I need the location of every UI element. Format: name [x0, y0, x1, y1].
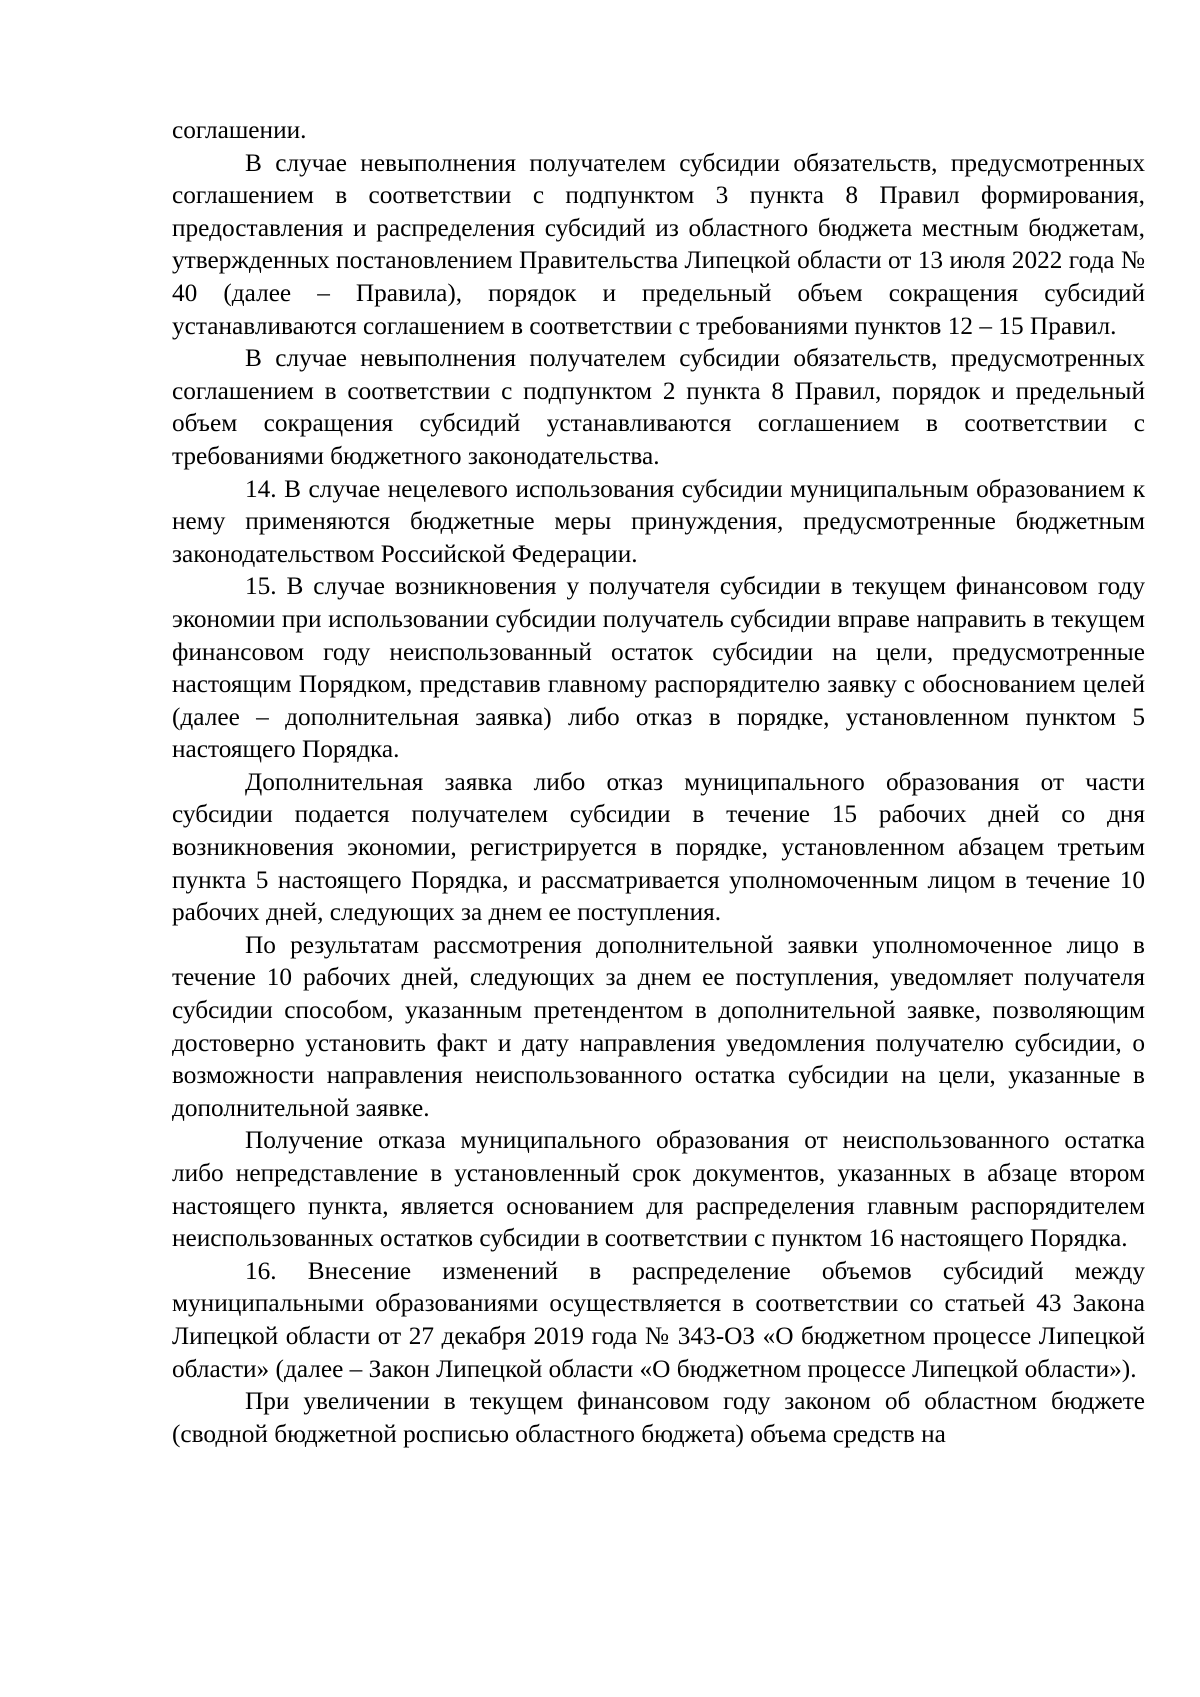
paragraph-budget-increase: При увеличении в текущем финансовом году законом об областном бюджете (сводной бюджетной росписью областного бюджета) объема средств на — [172, 1387, 1145, 1448]
paragraph-reduction-subpoint-2: В случае невыполнения получателем субсидии обязательств, предусмотренных соглашением в соответствии с подпунктом 2 пункта 8 Правил, порядок и предельный объем сокращения субсидий устанавливаются соглашением в соответствии с требованиями бюджетного законодательства. — [172, 344, 1145, 470]
paragraph-additional-application: Дополнительная заявка либо отказ муниципального образования от части субсидии подается получателем субсидии в течение 15 рабочих дней со дня возникновения экономии, регистрируется в порядке, установленном абзацем третьим пункта 5 настоящего Порядка, и рассматривается уполномоченным лицом в течение 10 рабочих дней, следующих за днем ее поступления. — [172, 767, 1145, 927]
paragraph-item-15: 15. В случае возникновения у получателя субсидии в текущем финансовом году экономии при использовании субсидии получатель субсидии вправе направить в текущем финансовом году неиспользованный остаток субсидии на цели, предусмотренные настоящим Порядком, представив главному распорядителю заявку с обоснованием целей (далее – дополнительная заявка) либо отказ в порядке, установленном пунктом 5 настоящего Порядка. — [172, 572, 1145, 764]
paragraph-item-14: 14. В случае нецелевого использования субсидии муниципальным образованием к нему применяются бюджетные меры принуждения, предусмотренные бюджетным законодательством Российской Федерации. — [172, 474, 1145, 568]
paragraph-refusal-grounds: Получение отказа муниципального образования от неиспользованного остатка либо непредставление в установленный срок документов, указанных в абзаце втором настоящего пункта, является основанием для распределения главным распорядителем неиспользованных остатков субсидии в соответствии с пунктом 16 настоящего Порядка. — [172, 1126, 1145, 1253]
paragraph-item-16: 16. Внесение изменений в распределение объемов субсидий между муниципальными образованиями осуществляется в соответствии со статьей 43 Закона Липецкой области от 27 декабря 2019 года № 343-ОЗ «О бюджетном процессе Липецкой области» (далее – Закон Липецкой области «О бюджетном процессе Липецкой области»). — [172, 1256, 1145, 1383]
paragraph-continuation: соглашении. — [172, 116, 307, 144]
document-body — [172, 114, 1145, 1450]
paragraph-review-results: По результатам рассмотрения дополнительной заявки уполномоченное лицо в течение 10 рабочих дней, следующих за днем ее поступления, уведомляет получателя субсидии способом, указанным претендентом в дополнительной заявке, позволяющим достоверно установить факт и дату направления уведомления получателю субсидии, о возможности направления неиспользованного остатка субсидии на цели, указанные в дополнительной заявке. — [172, 930, 1145, 1122]
paragraph-reduction-subpoint-3: В случае невыполнения получателем субсидии обязательств, предусмотренных соглашением в соответствии с подпунктом 3 пункта 8 Правил формирования, предоставления и распределения субсидий из областного бюджета местным бюджетам, утвержденных постановлением Правительства Липецкой области от 13 июля 2022 года № 40 (далее – Правила), порядок и предельный объем сокращения субсидий устанавливаются соглашением в соответствии с требованиями пунктов 12 – 15 Правил. — [172, 148, 1145, 340]
